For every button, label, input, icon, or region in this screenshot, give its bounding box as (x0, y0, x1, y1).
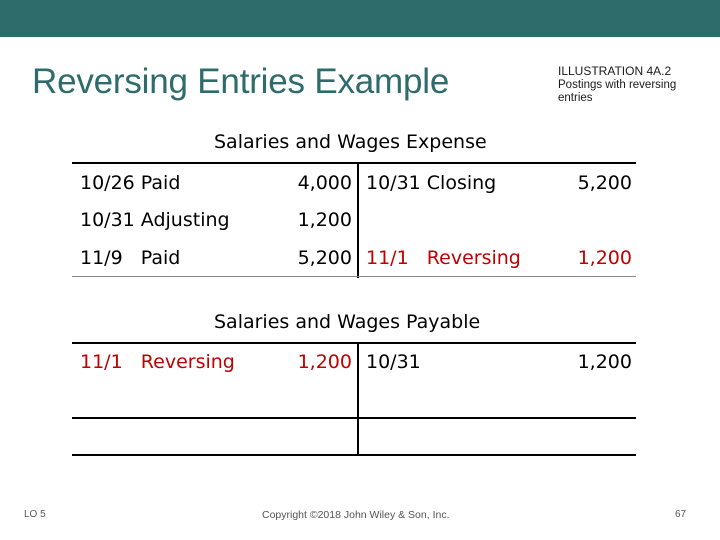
credit-label-reversing: 11/1 Reversing (366, 247, 521, 269)
t-account-top-line (72, 162, 636, 164)
debit-amount: 4,000 (297, 172, 352, 194)
page-number: 67 (675, 509, 687, 520)
credit-amount: 1,200 (577, 351, 632, 373)
credit-amount: 5,200 (577, 172, 632, 194)
debit-label: 10/31 Adjusting (80, 209, 230, 231)
account-title-payable: Salaries and Wages Payable (214, 311, 481, 333)
debit-amount: 1,200 (297, 209, 352, 231)
debit-label: 11/9 Paid (80, 247, 181, 269)
credit-amount-reversing: 1,200 (577, 247, 632, 269)
top-bar (0, 0, 720, 37)
illustration-label: ILLUSTRATION 4A.2 (558, 64, 672, 78)
t-account-bottom-line (72, 454, 636, 456)
debit-amount-reversing: 1,200 (297, 351, 352, 373)
t-account-divider (357, 162, 359, 278)
t-account-bottom-line (72, 276, 636, 277)
account-title-expense: Salaries and Wages Expense (214, 131, 487, 153)
t-account-top-line (72, 342, 636, 344)
learning-objective: LO 5 (24, 509, 46, 520)
credit-label: 10/31 (366, 351, 421, 373)
debit-label: 10/26 Paid (80, 172, 181, 194)
debit-label-reversing: 11/1 Reversing (80, 351, 235, 373)
debit-amount: 5,200 (297, 247, 352, 269)
copyright-notice: Copyright ©2018 John Wiley & Son, Inc. (262, 509, 450, 521)
credit-label: 10/31 Closing (366, 172, 497, 194)
illustration-caption: Postings with reversing entries (558, 79, 677, 104)
slide-title: Reversing Entries Example (32, 62, 450, 101)
t-account-middle-line (72, 417, 636, 419)
t-account-divider (357, 342, 359, 456)
